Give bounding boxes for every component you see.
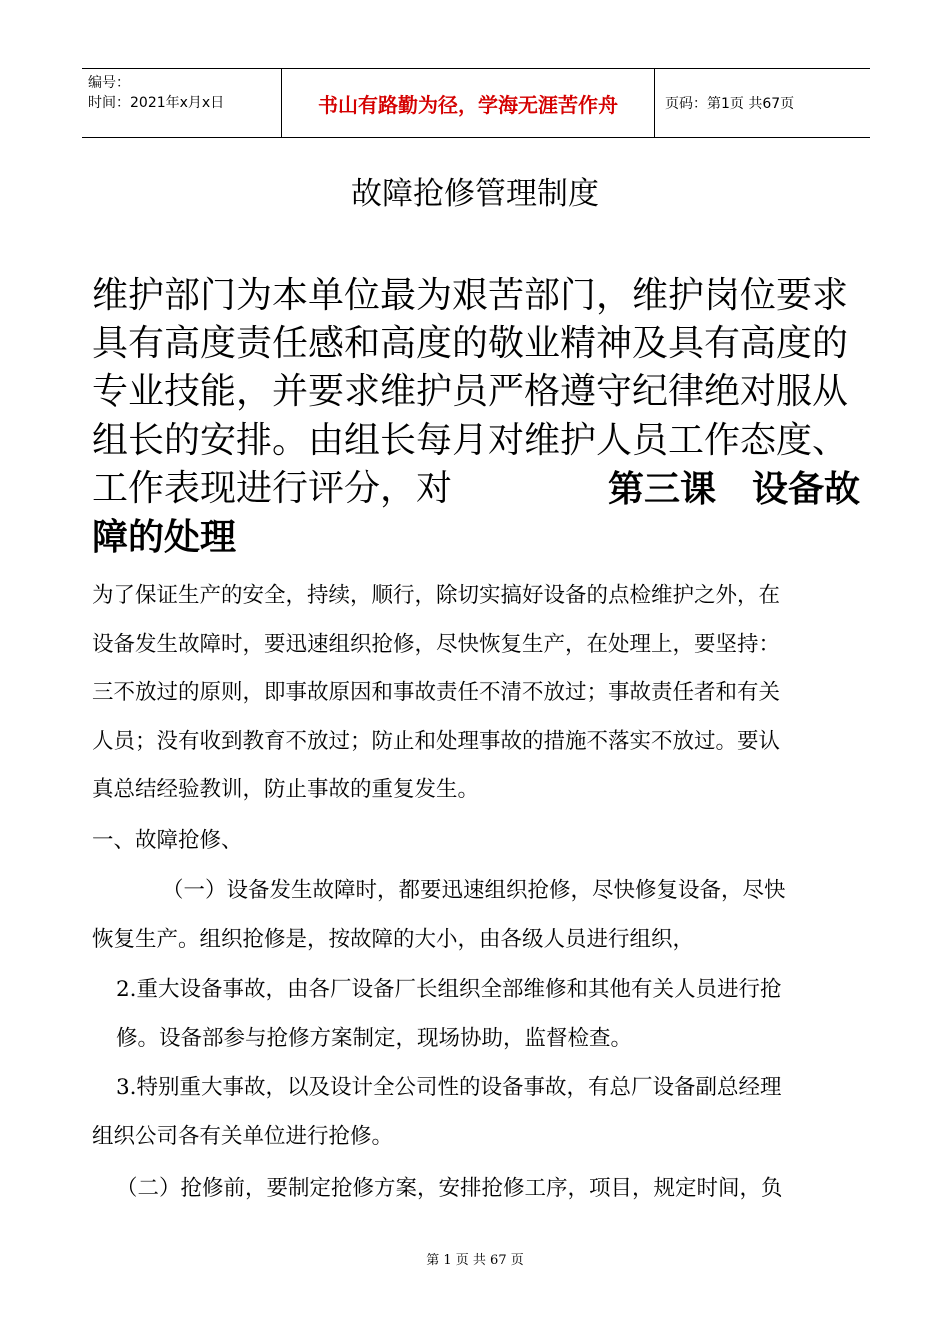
item-line: 2.重大设备事故，由各厂设备厂长组织全部维修和其他有关人员进行抢 — [116, 977, 782, 1002]
paragraph-line: 人员；没有收到教育不放过；防止和处理事故的措施不落实不放过。要认 — [92, 728, 781, 754]
header-motto: 书山有路勤为径，学海无涯苦作舟 — [282, 69, 655, 137]
page-header — [82, 68, 870, 138]
intro-line: 具有高度责任感和高度的敬业精神及具有高度的 — [92, 323, 849, 365]
paragraph-line: 设备发生故障时，要迅速组织抢修，尽快恢复生产，在处理上，要坚持： — [92, 631, 781, 657]
paragraph-line: 为了保证生产的安全，持续，顺行，除切实搞好设备的点检维护之外，在 — [92, 583, 781, 608]
lesson-heading-part: 第三课 设备故 — [607, 467, 860, 510]
section-heading-text: 一、故障抢修、 — [92, 828, 243, 853]
intro-line: 专业技能，并要求维护员严格遵守纪律绝对服从 — [92, 371, 849, 413]
date-label: 时间：2021年x月x日 — [88, 95, 225, 111]
intro-large-text — [92, 272, 860, 561]
paragraph-line: 三不放过的原则，即事故原因和事故责任不清不放过；事故责任者和有关 — [92, 680, 781, 705]
lesson-heading-continued: 障的处理 — [92, 516, 237, 559]
paragraph-1 — [92, 572, 858, 815]
header-meta — [82, 69, 282, 137]
page-footer: 第 1 页 共 67 页 — [426, 1253, 524, 1268]
intro-line: 组长的安排。由组长每月对维护人员工作态度、 — [92, 419, 849, 461]
paragraph-3 — [92, 1165, 858, 1214]
item-line: 修。设备部参与抢修方案制定，现场协助，监督检查。 — [116, 1025, 633, 1051]
paragraph-line: （二）抢修前，要制定抢修方案，安排抢修工序，项目，规定时间，负 — [116, 1176, 783, 1201]
item-line: 3.特别重大事故，以及设计全公司性的设备事故，有总厂设备副总经理 — [116, 1075, 782, 1100]
intro-line-text: 工作表现进行评分，对 — [92, 467, 453, 509]
item-2 — [92, 966, 858, 1063]
item-3 — [92, 1064, 858, 1161]
header-page-info: 页码：第1页 共67页 — [665, 96, 795, 112]
item-line: 组织公司各有关单位进行抢修。 — [92, 1123, 394, 1149]
paragraph-2 — [92, 867, 858, 964]
document-title: 故障抢修管理制度 — [351, 176, 599, 212]
section-heading-1 — [92, 817, 858, 866]
paragraph-line: 真总结经验教训，防止事故的重复发生。 — [92, 777, 480, 802]
intro-line: 维护部门为本单位最为艰苦部门，维护岗位要求 — [92, 275, 849, 316]
intro-line — [92, 465, 860, 513]
number-label: 编号： — [88, 75, 130, 91]
paragraph-line: （一）设备发生故障时，都要迅速组织抢修，尽快修复设备，尽快 — [162, 878, 786, 903]
paragraph-line: 恢复生产。组织抢修是，按故障的大小，由各级人员进行组织， — [92, 926, 695, 952]
